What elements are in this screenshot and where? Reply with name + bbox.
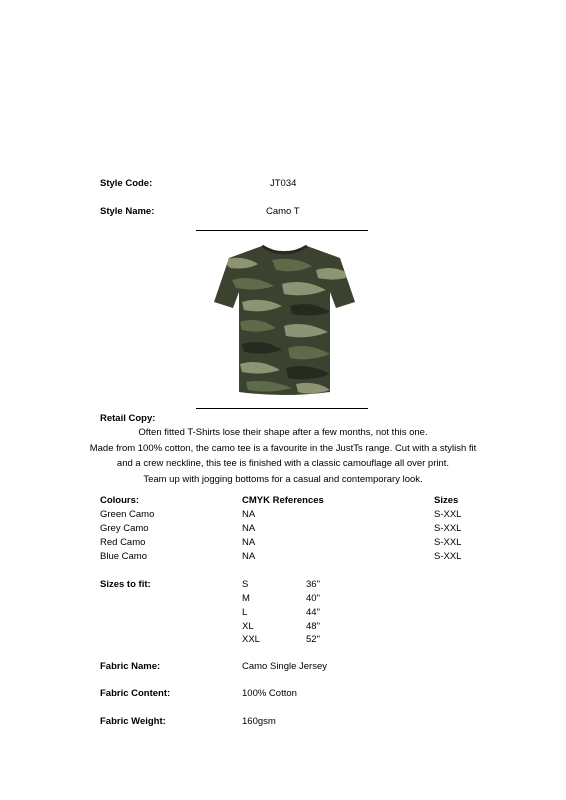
fit-chest: 36" (306, 579, 320, 590)
cmyk-value: NA (242, 523, 256, 534)
size-range: S-XXL (434, 537, 462, 548)
fit-chest: 52" (306, 634, 320, 645)
fit-size: M (242, 593, 250, 604)
cmyk-header: CMYK References (242, 495, 324, 506)
fit-size: XXL (242, 634, 260, 645)
style-code-label: Style Code: (100, 178, 153, 189)
retail-copy-line: Team up with jogging bottoms for a casual and contemporary look. (143, 473, 423, 485)
size-range: S-XXL (434, 509, 462, 520)
colours-header: Colours: (100, 495, 140, 506)
style-name-label: Style Name: (100, 206, 155, 217)
sizes-to-fit-label: Sizes to fit: (100, 579, 151, 590)
fit-size: XL (242, 621, 254, 632)
fabric-weight-label: Fabric Weight: (100, 716, 166, 727)
top-divider (196, 230, 368, 231)
fit-chest: 40" (306, 593, 320, 604)
colour-name: Red Camo (100, 537, 146, 548)
colour-name: Grey Camo (100, 523, 149, 534)
fabric-name-value: Camo Single Jersey (242, 661, 328, 672)
fit-size: L (242, 607, 248, 618)
product-image (212, 240, 357, 398)
retail-copy-line: Often fitted T-Shirts lose their shape after a few months, not this one. (138, 427, 428, 438)
fit-size: S (242, 579, 249, 590)
colour-name: Blue Camo (100, 551, 147, 562)
fabric-content-value: 100% Cotton (242, 688, 297, 699)
retail-copy-label: Retail Copy: (100, 413, 156, 424)
fabric-weight-value: 160gsm (242, 716, 276, 727)
bottom-divider (196, 408, 368, 409)
style-name-value: Camo T (266, 206, 300, 217)
retail-copy-line: Made from 100% cotton, the camo tee is a favourite in the JustTs range. Cut with a stylish fit (89, 442, 477, 454)
colour-name: Green Camo (100, 509, 155, 520)
fit-chest: 48" (306, 621, 320, 632)
fabric-name-label: Fabric Name: (100, 661, 161, 672)
cmyk-value: NA (242, 551, 256, 562)
retail-copy-text (60, 425, 506, 487)
cmyk-value: NA (242, 537, 256, 548)
size-range: S-XXL (434, 523, 462, 534)
sizes-header: Sizes (434, 495, 459, 506)
fit-chest: 44" (306, 607, 320, 618)
fabric-content-label: Fabric Content: (100, 688, 171, 699)
retail-copy-line: and a crew neckline, this tee is finished with a classic camouflage all over print. (116, 458, 450, 469)
size-range: S-XXL (434, 551, 462, 562)
style-code-value: JT034 (270, 178, 297, 189)
cmyk-value: NA (242, 509, 256, 520)
